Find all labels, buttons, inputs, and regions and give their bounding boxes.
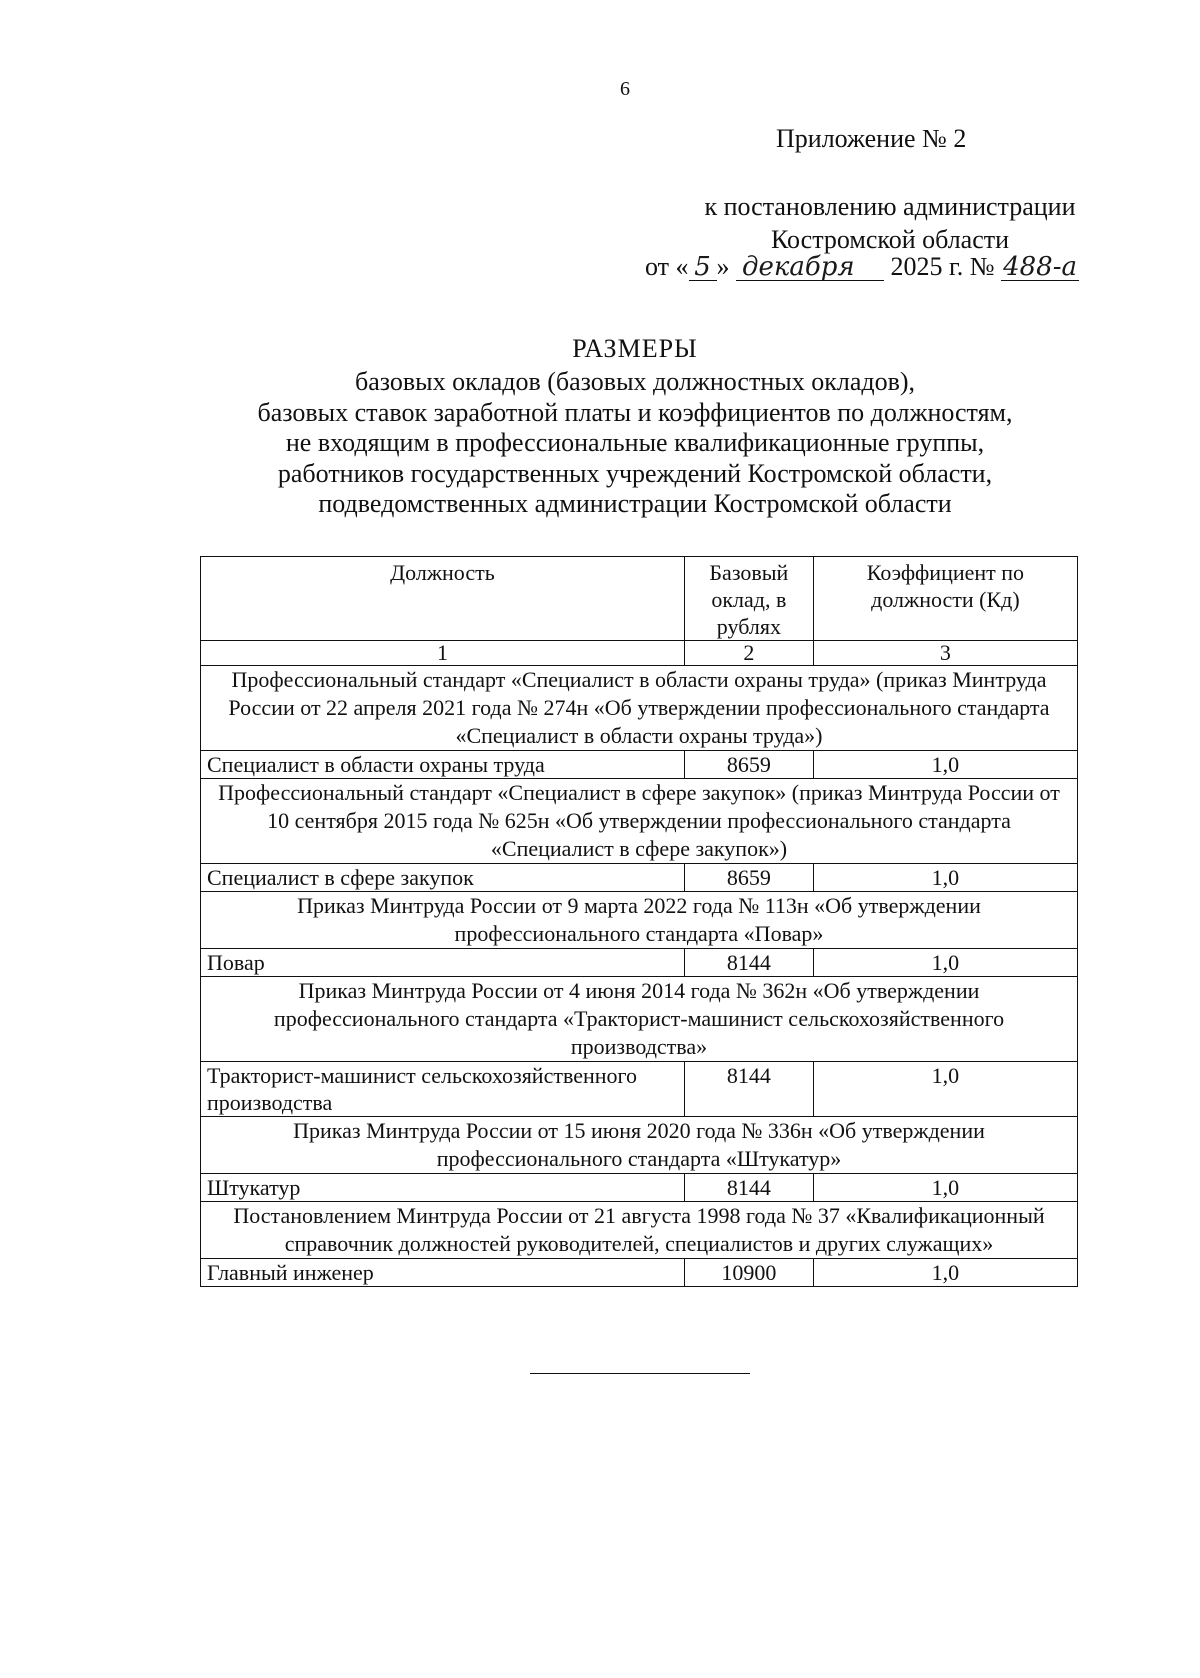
coefficient-cell: 1,0 [813, 949, 1077, 977]
section-heading: Приказ Минтруда России от 4 июня 2014 года № 362н «Об утверждении профессионального стандарта «Тракторист-машинист сельскохозяйственного производства» [201, 977, 1078, 1062]
section-heading-row [201, 779, 1078, 864]
decree-line-2: Костромской области [770, 225, 1010, 254]
table-row [201, 1174, 1078, 1202]
salary-table [200, 556, 1078, 1287]
section-heading-row [201, 892, 1078, 949]
date-prefix: от « [645, 252, 689, 281]
position-cell: Специалист в области охраны труда [201, 751, 685, 779]
table-row [201, 864, 1078, 892]
section-heading: Постановлением Минтруда России от 21 августа 1998 года № 37 «Квалификационный справочник должностей руководителей, специалистов и других служащих» [201, 1202, 1078, 1259]
handwritten-day: 5 [689, 254, 717, 281]
column-number: 1 [201, 641, 685, 666]
position-cell: Главный инженер [201, 1259, 685, 1287]
appendix-label: Приложение № 2 [776, 124, 967, 153]
section-heading: Профессиональный стандарт «Специалист в сфере закупок» (приказ Минтруда России от 10 сентября 2015 года № 625н «Об утверждении профессионального стандарта «Специалист в сфере закупок») [201, 779, 1078, 864]
salary-cell: 8659 [684, 751, 813, 779]
section-heading-row [201, 666, 1078, 751]
position-cell: Тракторист-машинист сельскохозяйственного производства [201, 1062, 685, 1117]
position-cell: Специалист в сфере закупок [201, 864, 685, 892]
decree-line-1: к постановлению администрации [704, 192, 1076, 221]
decree-reference [690, 190, 1090, 256]
header-position: Должность [201, 557, 685, 641]
salary-cell: 8659 [684, 864, 813, 892]
document-title: РАЗМЕРЫ [572, 334, 698, 363]
coefficient-cell: 1,0 [813, 1259, 1077, 1287]
position-cell: Повар [201, 949, 685, 977]
column-number: 2 [684, 641, 813, 666]
header-salary: Базовый оклад, в рублях [684, 557, 813, 641]
position-cell: Штукатур [201, 1174, 685, 1202]
salary-cell: 8144 [684, 1062, 813, 1117]
document-subtitle [190, 367, 1080, 520]
handwritten-decree-number: 488-а [1003, 252, 1077, 282]
salary-cell: 8144 [684, 949, 813, 977]
subtitle-line: работников государственных учреждений Костромской области, [277, 458, 993, 488]
table-header-row [201, 557, 1078, 641]
page-number: 6 [620, 78, 630, 100]
salary-cell: 10900 [684, 1259, 813, 1287]
section-heading: Приказ Минтруда России от 15 июня 2020 года № 336н «Об утверждении профессионального стандарта «Штукатур» [201, 1117, 1078, 1174]
section-heading-row [201, 977, 1078, 1062]
table-row [201, 949, 1078, 977]
section-heading: Приказ Минтруда России от 9 марта 2022 года № 113н «Об утверждении профессионального стандарта «Повар» [201, 892, 1078, 949]
column-number: 3 [813, 641, 1077, 666]
closing-divider [530, 1373, 750, 1374]
handwritten-month: декабря [736, 254, 884, 281]
decree-date-line [645, 252, 1079, 282]
column-number-row [201, 641, 1078, 666]
coefficient-cell: 1,0 [813, 1174, 1077, 1202]
date-year: 2025 г. № [890, 252, 995, 281]
table-row [201, 1062, 1078, 1117]
coefficient-cell: 1,0 [813, 864, 1077, 892]
subtitle-line: не входящим в профессиональные квалификационные группы, [285, 428, 985, 457]
date-mid: » [716, 252, 730, 281]
section-heading: Профессиональный стандарт «Специалист в области охраны труда» (приказ Минтруда России от 22 апреля 2021 года № 274н «Об утверждении профессионального стандарта «Специалист в области охраны труда») [201, 666, 1078, 751]
coefficient-cell: 1,0 [813, 1062, 1077, 1117]
coefficient-cell: 1,0 [813, 751, 1077, 779]
section-heading-row [201, 1117, 1078, 1174]
salary-cell: 8144 [684, 1174, 813, 1202]
subtitle-line: базовых ставок заработной платы и коэффициентов по должностям, [257, 397, 1013, 427]
subtitle-line: подведомственных администрации Костромской области [318, 489, 952, 518]
table-row [201, 1259, 1078, 1287]
table-row [201, 751, 1078, 779]
section-heading-row [201, 1202, 1078, 1259]
header-coefficient: Коэффициент по должности (Кд) [813, 557, 1077, 641]
subtitle-line: базовых окладов (базовых должностных окладов), [354, 367, 916, 396]
